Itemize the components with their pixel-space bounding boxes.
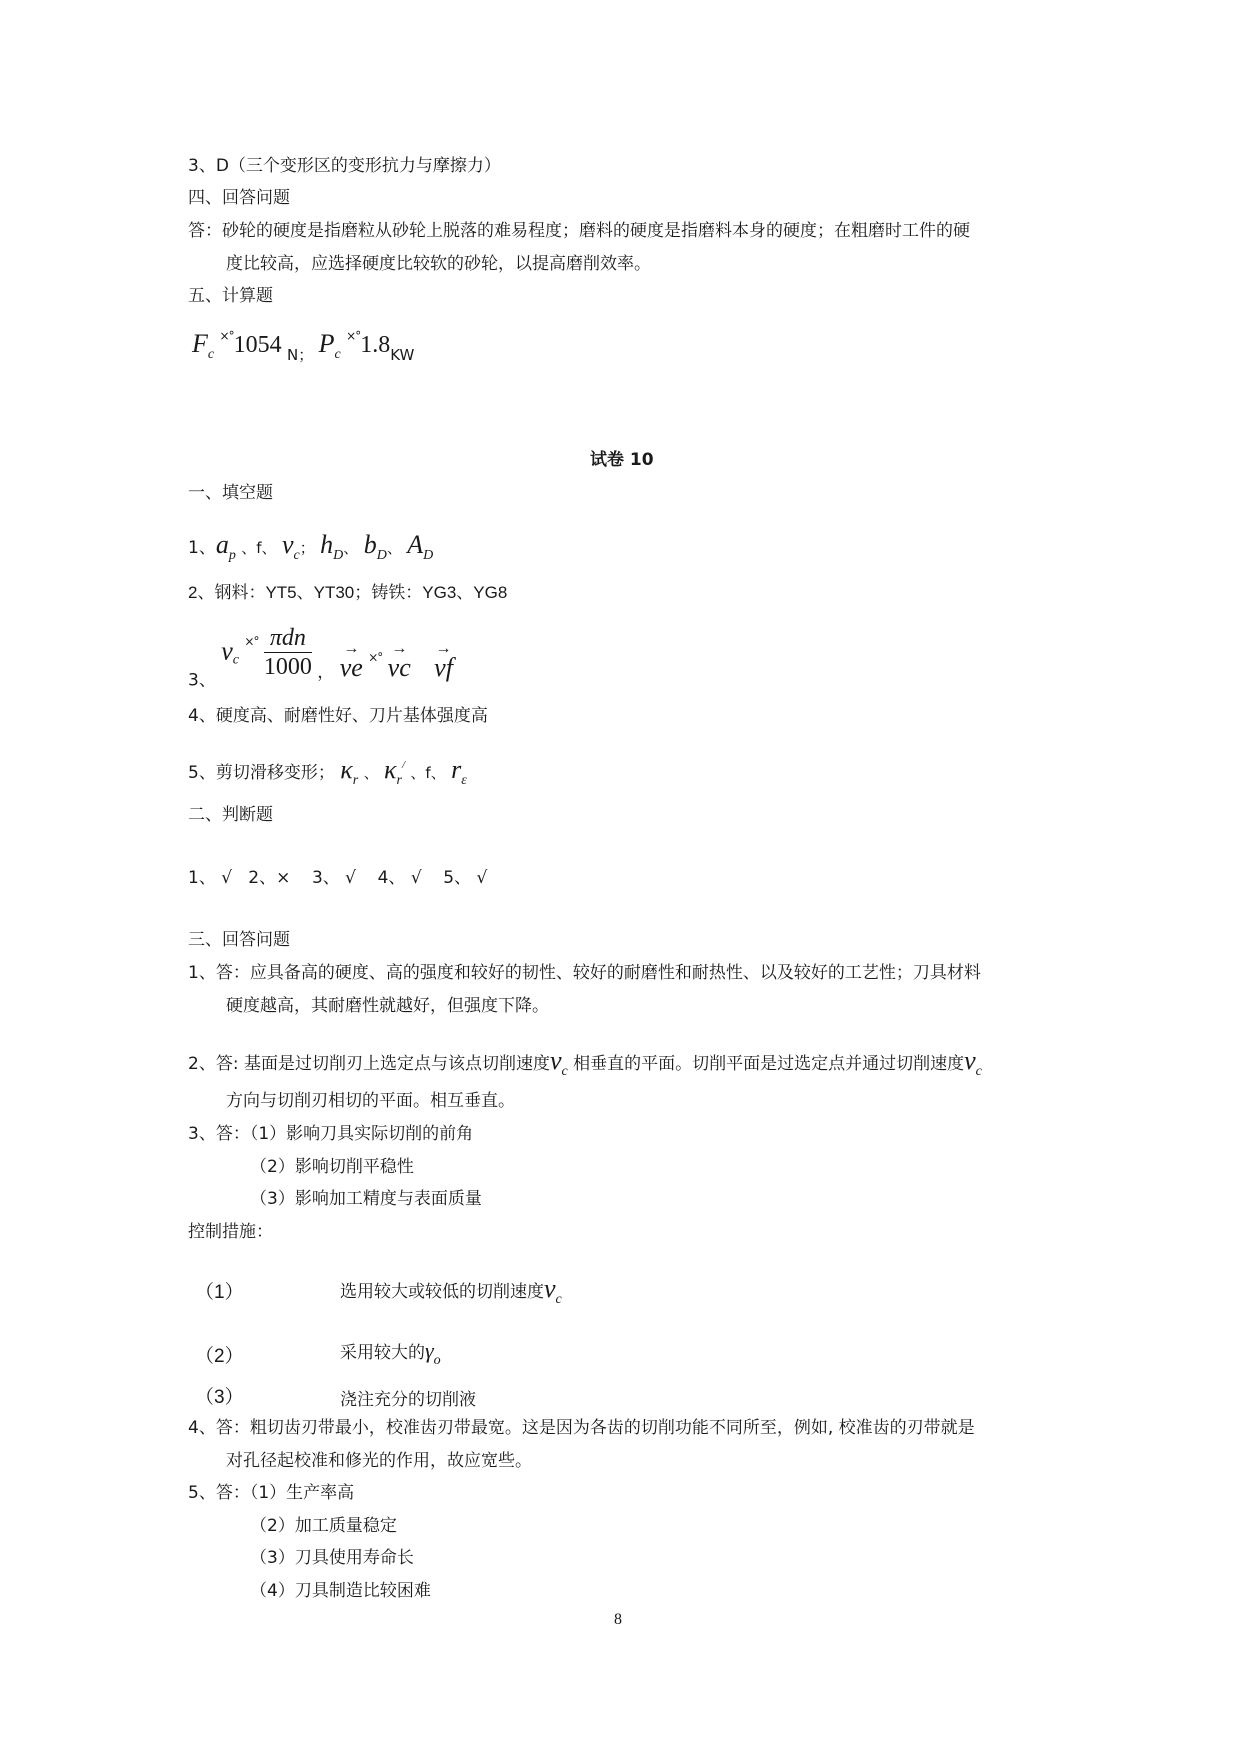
answer-4-line-1: 4、答：粗切齿刃带最小，校准齿刃带最宽。这是因为各齿的切削功能不同所至，例如, 校准齿的刃带就是 — [188, 1418, 975, 1438]
section-fill-blank: 一、填空题 — [188, 483, 273, 503]
measure-2-number: （2） — [195, 1346, 244, 1367]
fill-2: 2、钢料：YT5、YT30；铸铁：YG3、YG8 — [188, 583, 508, 602]
fill-4: 4、硬度高、耐磨性好、刀片基体强度高 — [188, 706, 488, 726]
fill-1: 1、$a_p$ 、f、 $v_c$； $h_D$、 $b_D$、 $A_D$ — [188, 530, 434, 563]
answer-3-line-1: 3、答：（1）影响刀具实际切削的前角 — [188, 1124, 474, 1144]
measure-3-number: （3） — [195, 1387, 244, 1408]
measure-2-text: 采用较大的$\gamma_o$ — [340, 1338, 441, 1368]
answer-5-line-3: （3）刀具使用寿命长 — [250, 1548, 414, 1568]
answer-5-line-1: 5、答：（1）生产率高 — [188, 1483, 355, 1503]
paper-title: 试卷 10 — [590, 450, 654, 470]
measure-1-text: 选用较大或较低的切削速度$v_c$ — [340, 1274, 562, 1307]
answer-4-line-2: 对孔径起校准和修光的作用，故应宽些。 — [226, 1451, 532, 1471]
answer-2-line-2: 方向与切削刃相切的平面。相互垂直。 — [226, 1091, 515, 1111]
control-measures: 控制措施： — [188, 1222, 273, 1242]
page-number: 8 — [614, 1611, 622, 1628]
answer-1-line-1: 1、答：应具备高的硬度、高的强度和较好的韧性、较好的耐磨性和耐热性、以及较好的工艺性；刀具材料 — [188, 963, 981, 983]
prev-item-3: 3、D（三个变形区的变形抗力与摩擦力） — [188, 156, 501, 176]
prev-section-4: 四、回答问题 — [188, 188, 290, 208]
judge-answers: 1、 √ 2、× 3、 √ 4、 √ 5、 √ — [188, 868, 488, 888]
answer-5-line-4: （4）刀具制造比较困难 — [250, 1581, 431, 1601]
calc-result: $F_c$ ×°1054 N； $P_c$ ×°1.8KW — [192, 329, 415, 364]
answer-2-line-1: 2、答: 基面是过切削刃上选定点与该点切削速度$v_c$ 相垂直的平面。切削平面是过选定点并通过切削速度$v_c$ — [188, 1046, 982, 1079]
prev-section-5: 五、计算题 — [188, 286, 273, 306]
answer-3-line-3: （3）影响加工精度与表面质量 — [250, 1189, 482, 1209]
answer-5-line-2: （2）加工质量稳定 — [250, 1516, 397, 1536]
fill-5: 5、剪切滑移变形； $\kappa_r$ 、 $\kappa_r^/$ 、f、 $r_\varepsilon$ — [188, 755, 467, 788]
prev-answer-line-1: 答：砂轮的硬度是指磨粒从砂轮上脱落的难易程度；磨料的硬度是指磨料本身的硬度；在粗磨时工件的硬 — [188, 221, 970, 241]
prev-answer-line-2: 度比较高，应选择硬度比较软的砂轮，以提高磨削效率。 — [226, 254, 651, 274]
measure-1-number: （1） — [195, 1282, 244, 1303]
answer-1-line-2: 硬度越高，其耐磨性就越好，但强度下降。 — [226, 996, 549, 1016]
section-judge: 二、判断题 — [188, 805, 273, 825]
measure-3-text: 浇注充分的切削液 — [340, 1390, 476, 1410]
answer-3-line-2: （2）影响切削平稳性 — [250, 1157, 414, 1177]
section-answer: 三、回答问题 — [188, 930, 290, 950]
fill-3: 3、 $v_c$ ×° $\frac{\text{πdn}}{1000}$ ， → ve $_{\times^\circ}$ → vc → vf — [188, 626, 453, 690]
